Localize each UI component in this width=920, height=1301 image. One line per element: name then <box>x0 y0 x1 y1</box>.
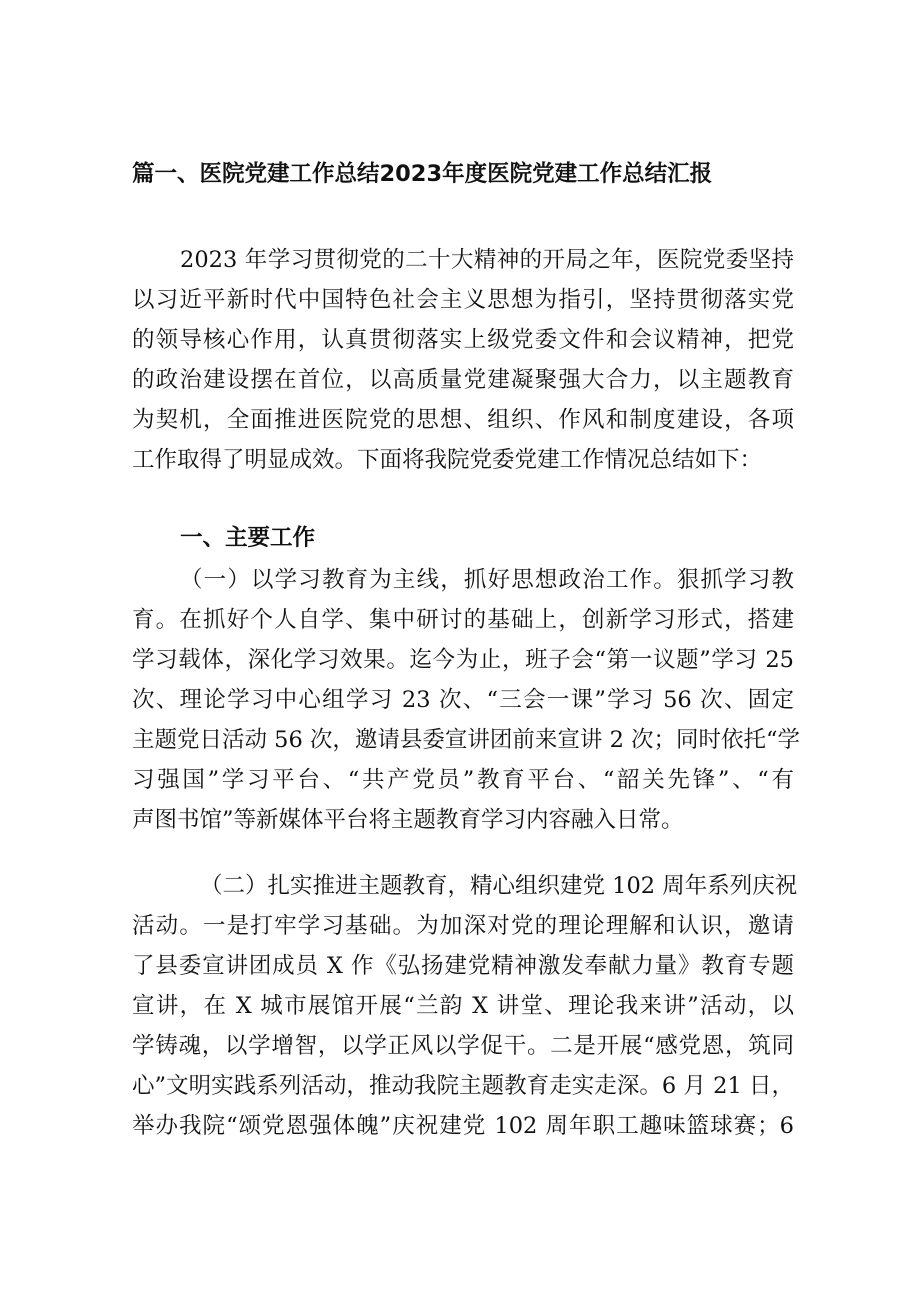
para1-line: 主题党日活动 56 次，邀请县委宣讲团前来宣讲 2 次；同时依托“学 <box>132 727 801 753</box>
intro-line: 工作取得了明显成效。下面将我院党委党建工作情况总结如下： <box>132 447 763 473</box>
para1-line: （一）以学习教育为主线，抓好思想政治工作。狠抓学习教 <box>180 567 794 593</box>
para2-line: 心”文明实践系列活动，推动我院主题教育走实走深。6 月 21 日， <box>132 1073 794 1099</box>
document-title: 篇一、医院党建工作总结2023年度医院党建工作总结汇报 <box>132 161 713 187</box>
para2-line: 宣讲，在 X 城市展馆开展“兰韵 X 讲堂、理论我来讲”活动，以 <box>132 993 794 1019</box>
intro-line: 为契机，全面推进医院党的思想、组织、作风和制度建设，各项 <box>132 407 794 433</box>
para2-line: 活动。一是打牢学习基础。为加深对党的理论理解和认识，邀请 <box>132 913 794 939</box>
section-heading: 一、主要工作 <box>180 525 316 551</box>
para1-line: 声图书馆”等新媒体平台将主题教育学习内容融入日常。 <box>132 807 684 833</box>
para1-line: 次、理论学习中心组学习 23 次、“三会一课”学习 56 次、固定 <box>132 687 794 713</box>
para2-line: （二）扎实推进主题教育，精心组织建党 102 周年系列庆祝 <box>200 873 798 899</box>
intro-line: 以习近平新时代中国特色社会主义思想为指引，坚持贯彻落实党 <box>132 287 794 313</box>
para1-line: 学习载体，深化学习效果。迄今为止，班子会“第一议题”学习 25 <box>132 647 794 673</box>
para2-line: 举办我院“颂党恩强体魄”庆祝建党 102 周年职工趣味篮球赛；6 <box>132 1113 794 1139</box>
intro-line: 的政治建设摆在首位，以高质量党建凝聚强大合力，以主题教育 <box>132 367 794 393</box>
para1-line: 育。在抓好个人自学、集中研讨的基础上，创新学习形式，搭建 <box>132 607 794 633</box>
intro-line: 2023 年学习贯彻党的二十大精神的开局之年，医院党委坚持 <box>180 247 794 273</box>
para1-line: 习强国”学习平台、“共产党员”教育平台、“韶关先锋”、“有 <box>132 767 794 793</box>
para2-line: 学铸魂，以学增智，以学正风以学促干。二是开展“感党恩，筑同 <box>132 1033 794 1059</box>
para2-line: 了县委宣讲团成员 X 作《弘扬建党精神激发奉献力量》教育专题 <box>132 953 794 979</box>
intro-line: 的领导核心作用，认真贯彻落实上级党委文件和会议精神，把党 <box>132 327 794 353</box>
